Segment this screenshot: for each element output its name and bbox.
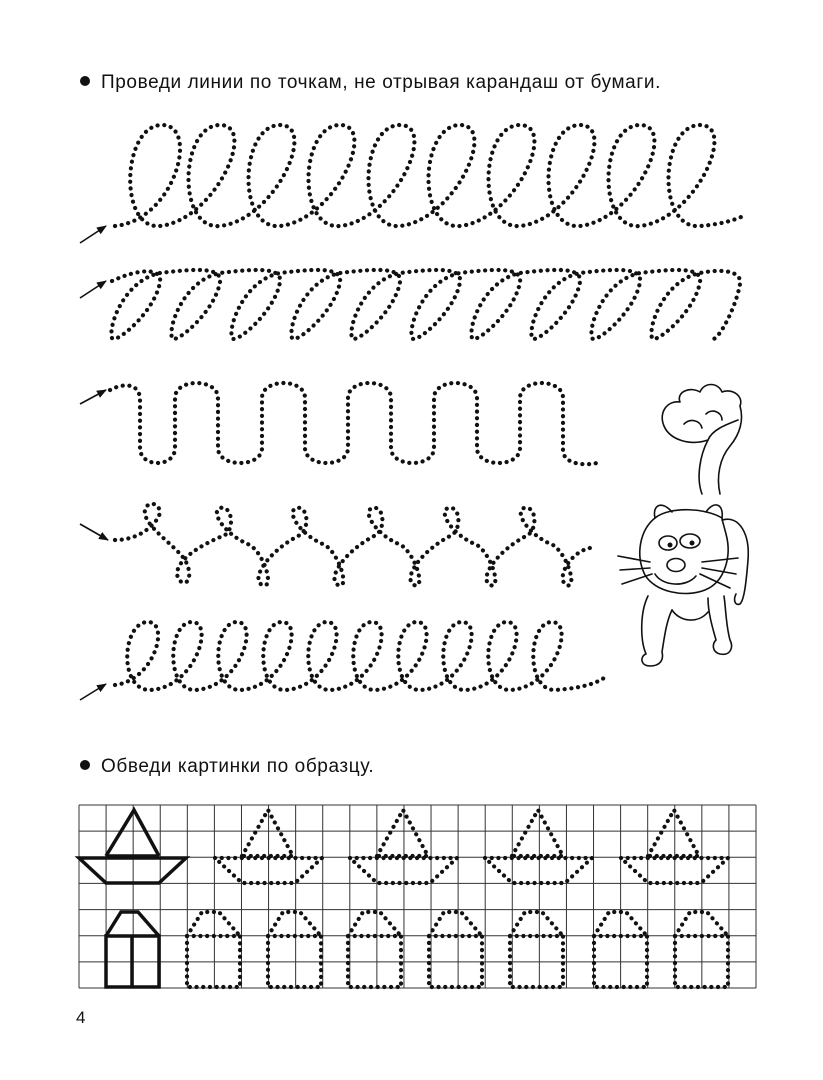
traced-house <box>510 912 563 987</box>
sample-boat <box>79 810 186 883</box>
dotted-line-row-4 <box>115 504 590 586</box>
dotted-line-row-3 <box>110 383 600 464</box>
instruction-text: Обведи картинки по образцу. <box>101 756 375 777</box>
start-arrow-icon <box>80 390 106 404</box>
tracing-grid <box>79 805 756 988</box>
start-arrow-icon <box>80 684 106 700</box>
dotted-line-row-1 <box>115 125 745 226</box>
dotted-line-row-5 <box>115 622 604 690</box>
traced-house <box>268 912 321 987</box>
traced-boat <box>485 810 592 883</box>
traced-house <box>429 912 482 987</box>
instruction-text: Проведи линии по точкам, не отрывая карандаш от бумаги. <box>101 72 661 93</box>
dotted-line-row-2 <box>111 270 740 339</box>
sample-house <box>106 912 159 987</box>
start-arrow-icon <box>80 524 108 540</box>
traced-house <box>187 912 240 987</box>
start-arrow-icon <box>80 281 106 298</box>
start-arrow-icon <box>80 226 106 243</box>
cat-illustration <box>618 385 748 667</box>
traced-house <box>348 912 401 987</box>
page-number: 4 <box>76 1008 86 1027</box>
